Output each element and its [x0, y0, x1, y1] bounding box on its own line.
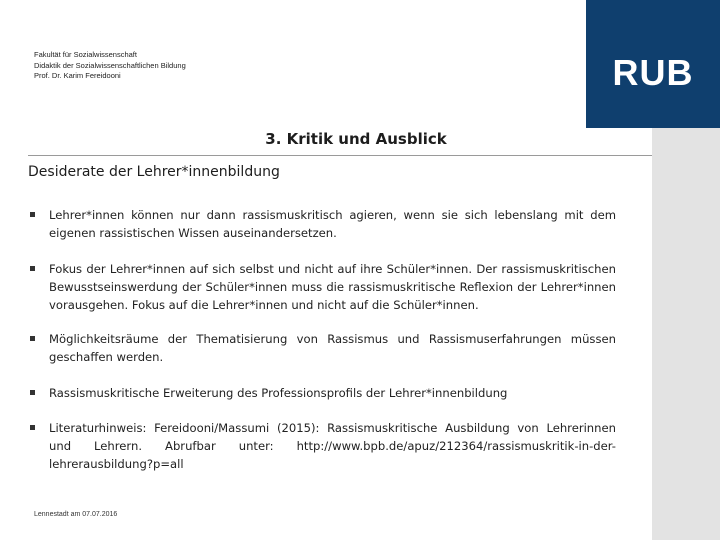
- bullet-text: Fokus der Lehrer*innen auf sich selbst und nicht auf ihre Schüler*innen. Der rassismuskritischen Bewusstseinswerdung der Schüler*innen muss die rassismuskritische Reflexion der Lehrer*innen vorausgehen. Fokus auf die Lehrer*innen und nicht auf die Schüler*innen.: [49, 262, 616, 312]
- bullet-item: [28, 206, 616, 242]
- professor-line: Prof. Dr. Karim Fereidooni: [34, 71, 121, 80]
- rub-logo: [586, 0, 720, 128]
- slide-subtitle: Desiderate der Lehrer*innenbildung: [28, 164, 280, 180]
- bullet-item: [28, 260, 616, 314]
- bullet-text: Rassismuskritische Erweiterung des Professionsprofils der Lehrer*innenbildung: [49, 386, 508, 400]
- bullet-item: [28, 330, 616, 366]
- bullet-list: [28, 206, 616, 473]
- bullet-square-icon: [30, 212, 35, 217]
- bullet-item: [28, 384, 616, 402]
- bullet-text: Möglichkeitsräume der Thematisierung von Rassismus und Rassismuserfahrungen müssen geschaffen werden.: [49, 332, 616, 364]
- bullet-item: [28, 419, 616, 473]
- faculty-header: [34, 50, 186, 82]
- bullet-text: Lehrer*innen können nur dann rassismuskritisch agieren, wenn sie sich lebenslang mit dem eigenen rassistischen Wissen auseinandersetzen.: [49, 208, 616, 240]
- bullet-square-icon: [30, 266, 35, 271]
- bullet-square-icon: [30, 390, 35, 395]
- bullet-square-icon: [30, 425, 35, 430]
- bullet-text: Literaturhinweis: Fereidooni/Massumi (2015): Rassismuskritische Ausbildung von Lehrerinnen und Lehrern. Abrufbar unter: http://www.bpb.de/apuz/212364/rassismuskritik-in-der-lehrerausbildung?p=all: [49, 421, 616, 471]
- section-title: 3. Kritik und Ausblick: [265, 130, 447, 148]
- bullet-square-icon: [30, 336, 35, 341]
- logo-text: RUB: [612, 52, 694, 93]
- footer-text: Lennestadt am 07.07.2016: [34, 511, 118, 518]
- title-divider: [28, 155, 652, 156]
- faculty-line: Fakultät für Sozialwissenschaft: [34, 50, 137, 59]
- department-line: Didaktik der Sozialwissenschaftlichen Bildung: [34, 60, 186, 70]
